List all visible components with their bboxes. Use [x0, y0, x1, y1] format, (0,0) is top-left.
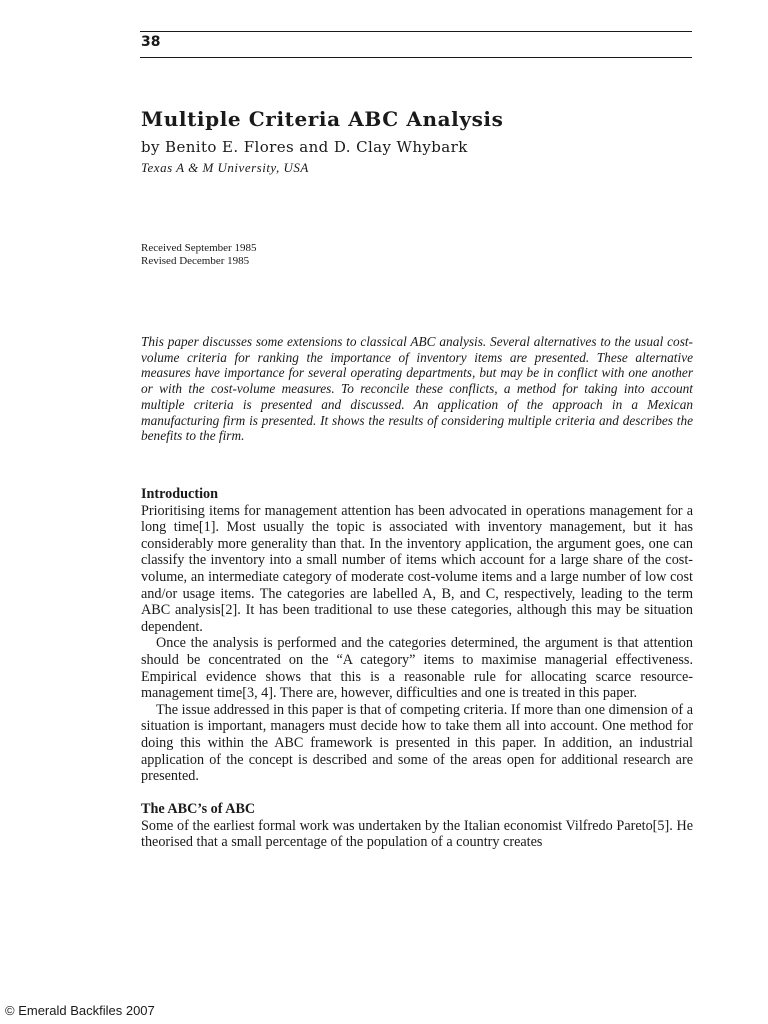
received-date: Received September 1985: [141, 242, 257, 254]
section-heading: The ABC’s of ABC: [141, 801, 256, 817]
section-heading: Introduction: [141, 486, 218, 502]
paragraph: The issue addressed in this paper is that of competing criteria. If more than one dimension of a situation is important, managers must decide how to take them all into account. One method for doing this within the ABC framework is presented in this paper. In addition, an industrial application of the concept is described and some of the areas open for additional research are presented.: [141, 701, 693, 785]
page-number: 38: [141, 34, 161, 50]
article-title: Multiple Criteria ABC Analysis: [141, 107, 504, 131]
article-authors: by Benito E. Flores and D. Clay Whybark: [141, 138, 468, 156]
section-introduction: [141, 486, 693, 785]
revised-date: Revised December 1985: [141, 255, 250, 267]
paragraph: Some of the earliest formal work was undertaken by the Italian economist Vilfredo Pareto[5]. He theorised that a small percentage of the population of a country creates: [141, 817, 693, 851]
paragraph: Once the analysis is performed and the categories determined, the argument is that attention should be concentrated on the “A category” items to maximise managerial effectiveness. Empirical evidence shows that this is a reasonable rule for allocating scarce resource-management time[3, 4]. There are, however, difficulties and one is treated in this paper.: [141, 635, 693, 702]
abstract: This paper discusses some extensions to classical ABC analysis. Several alternatives to the usual cost-volume criteria for ranking the importance of inventory items are presented. These alternative measures have importance for several operating departments, but may be in conflict with one another or with the cost-volume measures. To reconcile these conflicts, a method for taking into account multiple criteria is presented and discussed. An application of the approach in a Mexican manufacturing firm is presented. It shows the results of considering multiple criteria and describes the benefits to the firm.: [141, 334, 693, 444]
submission-dates: [141, 242, 256, 268]
author-affiliation: Texas A & M University, USA: [141, 160, 309, 175]
paragraph: Prioritising items for management attention has been advocated in operations management for a long time[1]. Most usually the topic is associated with inventory management, but it has considerably more generality than that. In the inventory application, the argument goes, one can classify the inventory into a small number of items which account for a large share of the cost-volume, an intermediate category of moderate cost-volume items and a large number of low cost and/or usage items. The categories are labelled A, B, and C, respectively, leading to the term ABC analysis[2]. It has been traditional to use these categories, although this may be situation dependent.: [141, 502, 693, 635]
header-top-rule: [140, 31, 692, 32]
header-bottom-rule: [140, 57, 692, 58]
copyright-notice: © Emerald Backfiles 2007: [5, 1003, 155, 1018]
section-abcs-of-abc: [141, 801, 693, 851]
